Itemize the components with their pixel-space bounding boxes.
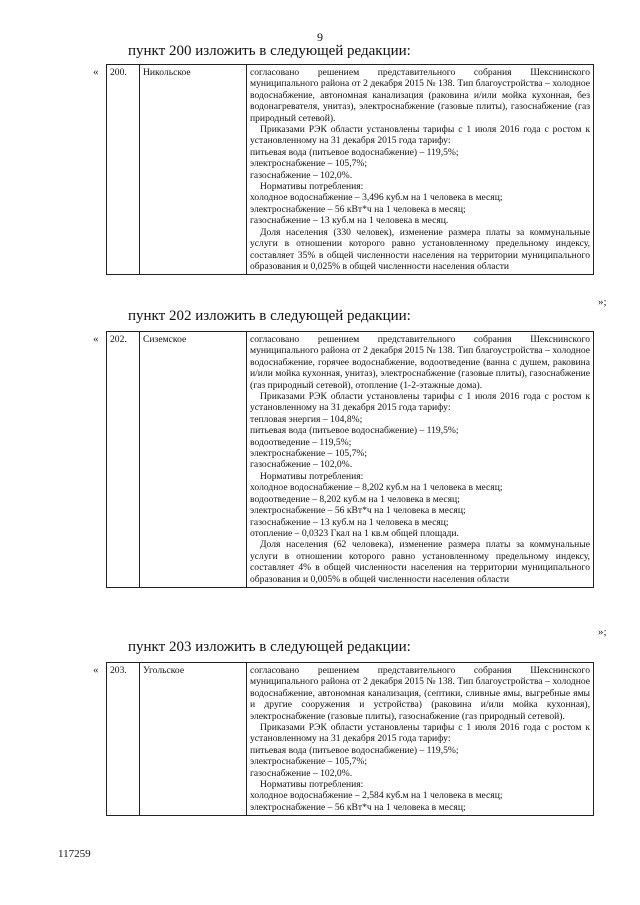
quote-open: « xyxy=(93,66,99,78)
entry-name: Никольское xyxy=(140,65,247,275)
table-row xyxy=(107,663,594,816)
decision-text: согласовано решением представительного собрания Шекснинского муниципального района от 2 декабря 2015 № 138. Тип благоустройства – холодное водоснабжение, автономная канализация, (септики, сливные ямы, выгребные ямы и другие сооружения и устройства) (раковина и/или мойка кухонная), электроснабжение (газовые плиты), газоснабжение (газ природный сетевой). xyxy=(250,665,590,722)
table-row xyxy=(107,332,594,588)
norm-line: холодное водоснабжение – 3,496 куб.м на 1 человека в месяц; xyxy=(250,192,503,204)
norms-intro: Нормативы потребления: xyxy=(260,181,364,193)
norm-line: газоснабжение – 13 куб.м на 1 человека в месяц. xyxy=(250,215,449,227)
tariff-line: газоснабжение – 102,0%. xyxy=(250,169,353,181)
tariff-line: питьевая вода (питьевое водоснабжение) – 119,5%; xyxy=(250,146,459,158)
entry-table xyxy=(106,64,594,275)
section-heading: пункт 202 изложить в следующей редакции: xyxy=(128,308,411,324)
tariff-line: электроснабжение – 105,7%; xyxy=(250,448,368,460)
decision-text: согласовано решением представительного собрания Шекснинского муниципального района от 2 декабря 2015 № 138. Тип благоустройства – холодное водоснабжение, горячее водоснабжение, водоотведение (ванна с душем, раковина и/или мойка кухонная, унитаз), электроснабжение (газовые плиты), газоснабжение (газ природный сетевой), отопление (1-2-этажные дома). xyxy=(250,334,590,391)
entry-number: 200. xyxy=(107,65,140,275)
norms-intro: Нормативы потребления: xyxy=(260,470,364,482)
page-number: 9 xyxy=(317,30,323,44)
footer-code: 117259 xyxy=(58,848,91,860)
section-heading: пункт 200 изложить в следующей редакции: xyxy=(128,43,411,59)
entry-description xyxy=(247,332,594,588)
tariffs-intro: Приказами РЭК области установлены тарифы с 1 июля 2016 года с ростом к установленному на 31 декабря 2015 года тарифу: xyxy=(250,722,590,745)
tariff-line: газоснабжение – 102,0%. xyxy=(250,459,353,471)
tariff-line: водоотведение – 119,5%; xyxy=(250,436,352,448)
entry-number: 203. xyxy=(107,663,140,816)
norm-line: электроснабжение – 56 кВт*ч на 1 человека в месяц; xyxy=(250,801,466,813)
population-share: Доля населения (330 человек), изменение размера платы за коммунальные услуги в отношении которого равно установленному предельному индексу, составляет 35% в общей численности населения на территории муниципального образования и 0,025% в общей численности населения области xyxy=(250,226,590,272)
norm-line: холодное водоснабжение – 8,202 куб.м на 1 человека в месяц; xyxy=(250,482,503,494)
tariff-line: газоснабжение – 102,0%. xyxy=(250,767,353,779)
tariffs-intro: Приказами РЭК области установлены тарифы с 1 июля 2016 года с ростом к установленному на 31 декабря 2015 года тарифу: xyxy=(250,391,590,414)
quote-open: « xyxy=(93,333,99,345)
norm-line: холодное водоснабжение – 2,584 куб.м на 1 человека в месяц; xyxy=(250,790,503,802)
table-row xyxy=(107,65,594,275)
tariff-line: электроснабжение – 105,7%; xyxy=(250,158,368,170)
norms-intro: Нормативы потребления: xyxy=(260,779,364,791)
entry-table xyxy=(106,331,594,588)
tariff-line: питьевая вода (питьевое водоснабжение) – 119,5%; xyxy=(250,744,459,756)
decision-text: согласовано решением представительного собрания Шекснинского муниципального района от 2 декабря 2015 № 138. Тип благоустройства – холодное водоснабжение, автономная канализация (раковина и/или мойка кухонная, без водонагревателя, унитаз), электроснабжение (газовые плиты), газоснабжение (газ природный сетевой). xyxy=(250,67,590,124)
entry-description xyxy=(247,65,594,275)
norm-line: газоснабжение – 13 куб.м на 1 человека в месяц; xyxy=(250,516,449,528)
entry-name: Угольское xyxy=(140,663,247,816)
entry-table xyxy=(106,662,594,816)
norm-line: отопление – 0,0323 Гкал на 1 кв.м общей площади. xyxy=(250,527,459,539)
norm-line: водоотведение – 8,202 куб.м на 1 человека в месяц; xyxy=(250,493,460,505)
tariff-line: питьевая вода (питьевое водоснабжение) – 119,5%; xyxy=(250,425,459,437)
section-heading: пункт 203 изложить в следующей редакции: xyxy=(128,639,411,655)
tariffs-intro: Приказами РЭК области установлены тарифы с 1 июля 2016 года с ростом к установленному на 31 декабря 2015 года тарифу: xyxy=(250,124,590,147)
tariff-line: тепловая энергия – 104,8%; xyxy=(250,413,363,425)
entry-number: 202. xyxy=(107,332,140,588)
entry-name: Сиземское xyxy=(140,332,247,588)
quote-close: »; xyxy=(598,296,607,308)
quote-open: « xyxy=(93,664,99,676)
tariff-line: электроснабжение – 105,7%; xyxy=(250,756,368,768)
population-share: Доля населения (62 человека), изменение размера платы за коммунальные услуги в отношении которого равно установленному предельному индексу, составляет 4% в общей численности населения на территории муниципального образования и 0,005% в общей численности населения области xyxy=(250,539,590,585)
entry-description xyxy=(247,663,594,816)
norm-line: электроснабжение – 56 кВт*ч на 1 человека в месяц; xyxy=(250,505,466,517)
norm-line: электроснабжение – 56 кВт*ч на 1 человека в месяц; xyxy=(250,203,466,215)
quote-close: »; xyxy=(598,626,607,638)
